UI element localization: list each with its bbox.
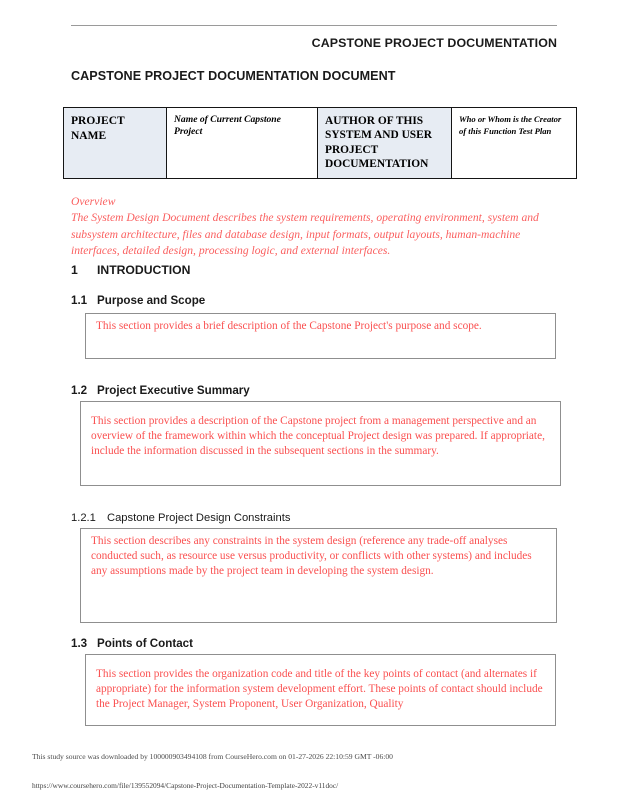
document-title: CAPSTONE PROJECT DOCUMENTATION DOCUMENT (71, 69, 396, 83)
heading-number: 1.2.1 (71, 512, 96, 524)
heading-points-of-contact (71, 637, 193, 650)
instruction-box-executive-summary[interactable]: This section provides a description of the Capstone project from a management perspective and an overview of the framework within which the conceptual Project design was prepared. If appropriate, include the information discussed in the subsequent sections in the summary. (80, 401, 561, 486)
instruction-box-points-of-contact[interactable]: This section provides the organization code and title of the key points of contact (and alternates if appropriate) for the information system development effort. These points of contact should include the Project Manager, System Proponent, User Organization, Quality (85, 654, 556, 726)
heading-number: 1 (71, 263, 78, 277)
project-info-table (63, 107, 577, 179)
heading-purpose-and-scope (71, 294, 205, 307)
heading-number: 1.3 (71, 637, 88, 650)
overview-body: The System Design Document describes the system requirements, operating environment, system and subsystem architecture, files and database design, input formats, output layouts, human-machine interfaces, detailed design, processing logic, and external interfaces. (71, 211, 539, 258)
author-value: Who or Whom is the Creator of this Function Test Plan (452, 108, 577, 179)
source-url[interactable]: https://www.coursehero.com/file/139552094/Capstone-Project-Documentation-Template-2022-v11doc/ (32, 781, 339, 790)
overview-block (71, 194, 561, 260)
heading-number: 1.2 (71, 384, 88, 397)
author-label: AUTHOR OF THIS SYSTEM AND USER PROJECT DOCUMENTATION (318, 108, 452, 179)
heading-text: Project Executive Summary (97, 384, 250, 397)
heading-text: Capstone Project Design Constraints (107, 512, 291, 524)
running-header-title: CAPSTONE PROJECT DOCUMENTATION (311, 36, 557, 50)
project-name-value: Name of Current Capstone Project (167, 108, 318, 179)
instruction-box-purpose-and-scope[interactable]: This section provides a brief description of the Capstone Project's purpose and scope. (85, 313, 556, 359)
heading-number: 1.1 (71, 294, 88, 307)
heading-introduction (71, 263, 190, 277)
heading-design-constraints (71, 512, 290, 524)
instruction-box-design-constraints[interactable]: This section describes any constraints in the system design (reference any trade-off analyses conducted such, as resource use versus productivity, or conflicts with other systems) and includes any assumptions made by the project team in developing the system design. (80, 528, 557, 623)
heading-executive-summary (71, 384, 250, 397)
heading-text: Purpose and Scope (97, 294, 206, 307)
header-divider (71, 25, 557, 26)
table-row (64, 108, 577, 179)
project-name-label: PROJECT NAME (64, 108, 167, 179)
download-watermark: This study source was downloaded by 100000903494108 from CourseHero.com on 01-27-2026 22:10:59 GMT -06:00 (32, 752, 393, 761)
heading-text: Points of Contact (97, 637, 193, 650)
overview-heading: Overview (71, 195, 116, 208)
heading-text: INTRODUCTION (97, 263, 191, 277)
